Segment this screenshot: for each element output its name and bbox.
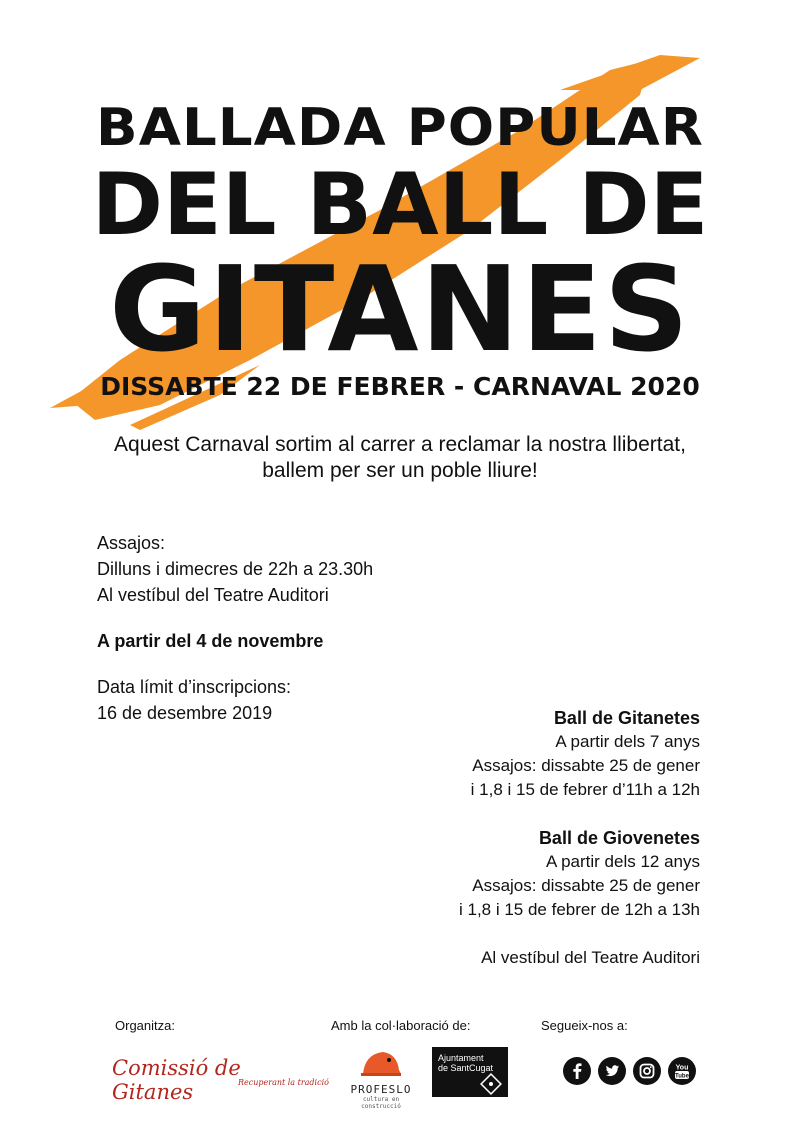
youtube-icon[interactable] [668, 1057, 696, 1085]
intro-text [0, 432, 800, 484]
instagram-icon[interactable] [633, 1057, 661, 1085]
facebook-icon[interactable] [563, 1057, 591, 1085]
intro-line-2: ballem per ser un poble lliure! [262, 459, 538, 482]
group-rehearsal: Assajos: dissabte 25 de gener [472, 876, 700, 895]
svg-text:Tube: Tube [675, 1073, 689, 1080]
profeslo-name: PROFESLO [350, 1083, 412, 1096]
deadline-date: 16 de desembre 2019 [97, 703, 273, 723]
ajuntament-line-1: Ajuntament [438, 1053, 484, 1063]
group-name: Ball de Giovenetes [538, 828, 700, 848]
comissio-gitanes-logo [112, 1056, 329, 1104]
title-line-1: BALLADA POPULAR [96, 98, 704, 158]
hard-hat-icon [359, 1048, 403, 1078]
start-date: A partir del 4 de novembre [97, 631, 324, 651]
groups-info [459, 706, 700, 970]
assajos-where: Al vestíbul del Teatre Auditori [97, 585, 329, 605]
group-age: A partir dels 12 anys [545, 852, 700, 871]
group-age: A partir dels 7 anys [555, 732, 700, 751]
location-note: Al vestíbul del Teatre Auditori [481, 948, 700, 967]
left-info [97, 530, 373, 726]
twitter-icon[interactable] [598, 1057, 626, 1085]
title-line-2: DEL BALL DE [91, 155, 709, 255]
collab-label: Amb la col·laboració de: [331, 1018, 471, 1033]
group-name: Ball de Gitanetes [553, 708, 700, 728]
profeslo-tagline: cultura en construcció [361, 1096, 401, 1110]
ajuntament-logo [432, 1047, 508, 1097]
assajos-when: Dilluns i dimecres de 22h a 23.30h [97, 559, 374, 579]
group-rehearsal-dates: i 1,8 i 15 de febrer d’11h a 12h [470, 780, 700, 799]
intro-line-1: Aquest Carnaval sortim al carrer a reclamar la nostra llibertat, [114, 433, 686, 456]
group-rehearsal-dates: i 1,8 i 15 de febrer de 12h a 13h [458, 900, 700, 919]
profeslo-logo [346, 1048, 416, 1108]
event-date: DISSABTE 22 DE FEBRER - CARNAVAL 2020 [100, 372, 700, 401]
title-line-3: GITANES [109, 240, 691, 378]
comissio-logo-tagline: Recuperant la tradició [238, 1078, 329, 1087]
group-rehearsal: Assajos: dissabte 25 de gener [472, 756, 700, 775]
svg-text:You: You [675, 1064, 689, 1072]
comissio-logo-text: Comissió de Gitanes [112, 1056, 241, 1104]
assajos-label: Assajos: [97, 533, 166, 553]
deadline-label: Data límit d’inscripcions: [97, 677, 292, 697]
ajuntament-line-2: de SantCugat [438, 1063, 494, 1073]
organitza-label: Organitza: [115, 1018, 175, 1033]
city-emblem-icon [480, 1073, 502, 1095]
follow-label: Segueix-nos a: [541, 1018, 628, 1033]
